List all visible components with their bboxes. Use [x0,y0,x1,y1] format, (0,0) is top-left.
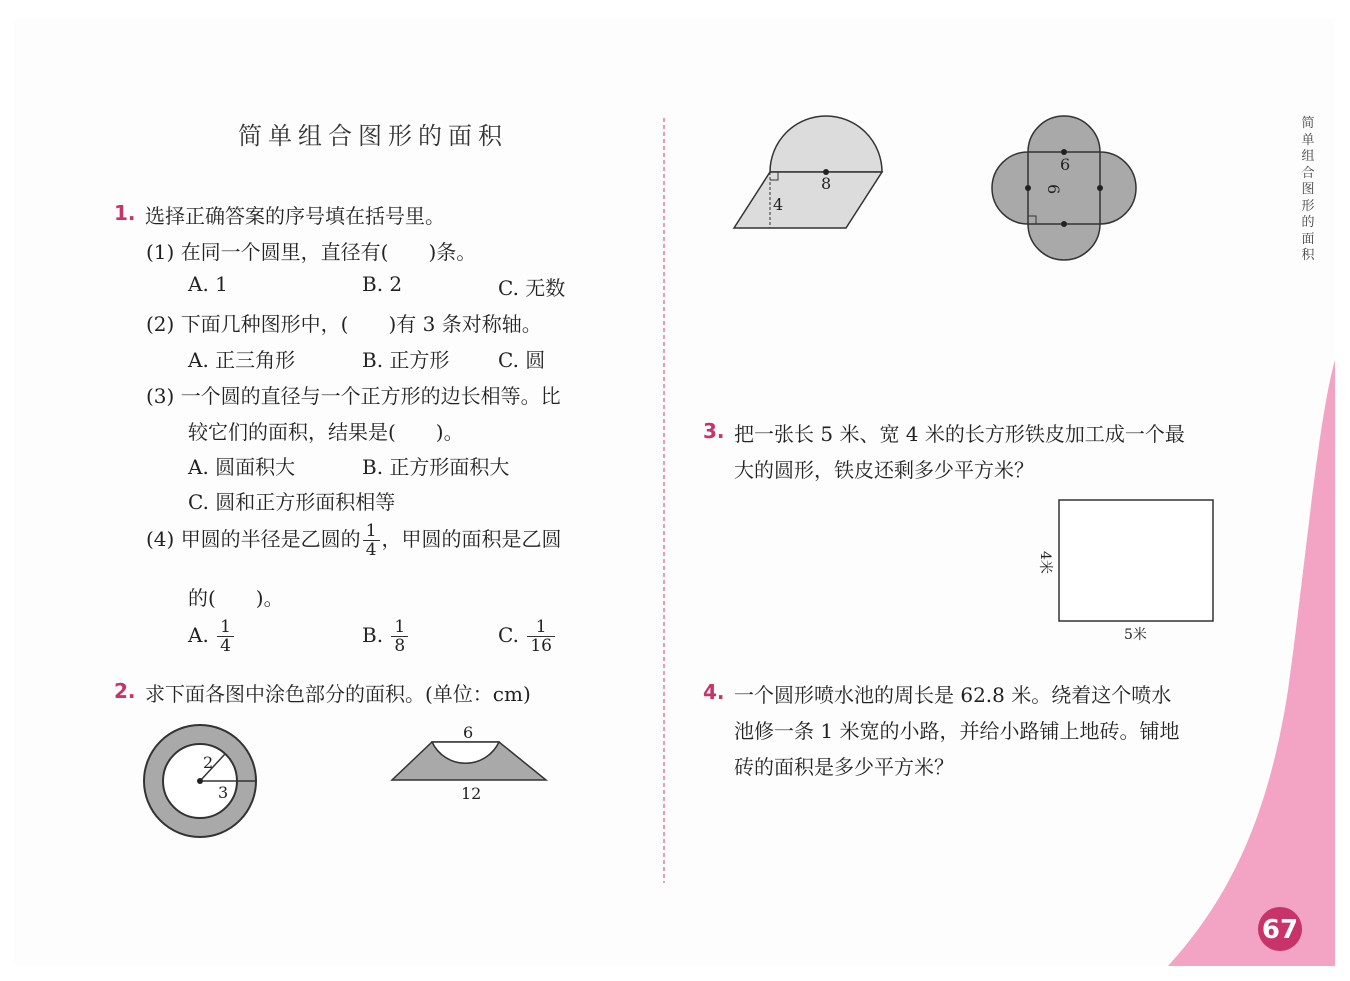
question-4-line2: 池修一条 1 米宽的小路，并给小路铺上地砖。铺地 [734,719,1180,743]
q1-sub3-option-a: A. 圆面积大 [188,455,296,479]
q1-sub4-stem [146,522,562,559]
fraction-denominator: 16 [530,636,552,656]
question-4-number: 4. [703,680,725,704]
pink-wave [1168,360,1335,966]
option-label: A. [188,623,209,647]
fraction-numerator: 1 [391,618,408,637]
option-label: B. [362,623,384,647]
option-b-fraction [391,618,408,655]
option-a-fraction [217,618,234,655]
page-divider [662,118,666,883]
sidebar-chapter-title: 简 单 组 合 图 形 的 面 积 [1301,116,1315,263]
fraction-denominator: 4 [365,540,377,560]
rectangle-width-label: 5米 [1124,627,1147,643]
fraction-denominator: 4 [220,636,231,656]
q1-sub3-stem-line2: 较它们的面积，结果是( )。 [188,420,464,444]
q1-sub2-option-a: A. 正三角形 [188,348,296,372]
q1-sub4-stem-pre: (4) 甲圆的半径是乙圆的 [146,527,361,551]
question-3-line1: 把一张长 5 米、宽 4 米的长方形铁皮加工成一个最 [734,422,1185,446]
question-3-line2: 大的圆形，铁皮还剩多少平方米？ [734,458,1034,482]
bottom-length-label: 12 [461,784,482,803]
fraction-numerator: 1 [217,618,234,637]
rectangle-height-label: 4米 [1037,551,1053,574]
q1-sub4-stem-fraction [363,522,380,559]
top-length-label: 6 [463,723,474,742]
q1-sub1-option-a: A. 1 [188,272,228,296]
q1-sub4-option-a [188,618,236,655]
option-label: C. [498,623,519,647]
q1-sub3-option-c: C. 圆和正方形面积相等 [188,490,396,514]
inner-radius-label: 2 [203,753,214,772]
q1-sub3-option-b: B. 正方形面积大 [362,455,510,479]
q1-sub2-option-b: B. 正方形 [362,348,450,372]
question-4-line3: 砖的面积是多少平方米？ [734,755,954,779]
right-midpoint [1097,185,1103,191]
page-tab-decoration [1168,360,1335,966]
q1-sub4-stem-post: ，甲圆的面积是乙圆 [381,527,562,551]
parallelogram-figure [728,112,888,234]
q1-sub1-stem: (1) 在同一个圆里，直径有( )条。 [146,240,477,264]
height-label: 4 [773,195,784,214]
option-c-fraction [527,618,555,655]
fraction-denominator: 8 [394,636,406,656]
flower-figure [988,112,1140,264]
page-number: 67 [1261,915,1299,945]
fraction-numerator: 1 [363,522,380,541]
semicircle-top [770,116,882,172]
question-3-number: 3. [703,419,725,443]
side-label-vertical: 6 [1044,184,1063,195]
q1-sub4-stem-line2: 的( )。 [188,586,284,610]
ring-figure [140,720,265,845]
q1-sub2-option-c: C. 圆 [498,348,546,372]
outer-radius-label: 3 [218,783,229,802]
left-midpoint [1025,185,1031,191]
parallelogram-shape [734,172,882,228]
q1-sub4-option-c [498,618,557,655]
page-title: 简单组合图形的面积 [238,122,508,150]
question-1-number: 1. [114,201,136,225]
page-number-badge [1255,905,1305,953]
base-label: 8 [821,174,832,193]
q1-sub1-option-b: B. 2 [362,272,403,296]
q1-sub2-stem: (2) 下面几种图形中，( )有 3 条对称轴。 [146,312,542,336]
fraction-numerator: 1 [527,618,555,637]
question-4-line1: 一个圆形喷水池的周长是 62.8 米。绕着这个喷水 [734,683,1172,707]
q1-sub1-option-c: C. 无数 [498,276,566,300]
side-label-horizontal: 6 [1060,155,1071,174]
question-1-prompt: 选择正确答案的序号填在括号里。 [145,204,445,228]
q1-sub3-stem-line1: (3) 一个圆的直径与一个正方形的边长相等。比 [146,384,561,408]
bottom-midpoint [1061,221,1067,227]
trapezoid-figure [385,722,555,804]
question-2-number: 2. [114,679,136,703]
question-2-prompt: 求下面各图中涂色部分的面积。(单位：cm) [145,682,531,706]
q1-sub4-option-b [362,618,410,655]
center-dot [197,778,203,784]
